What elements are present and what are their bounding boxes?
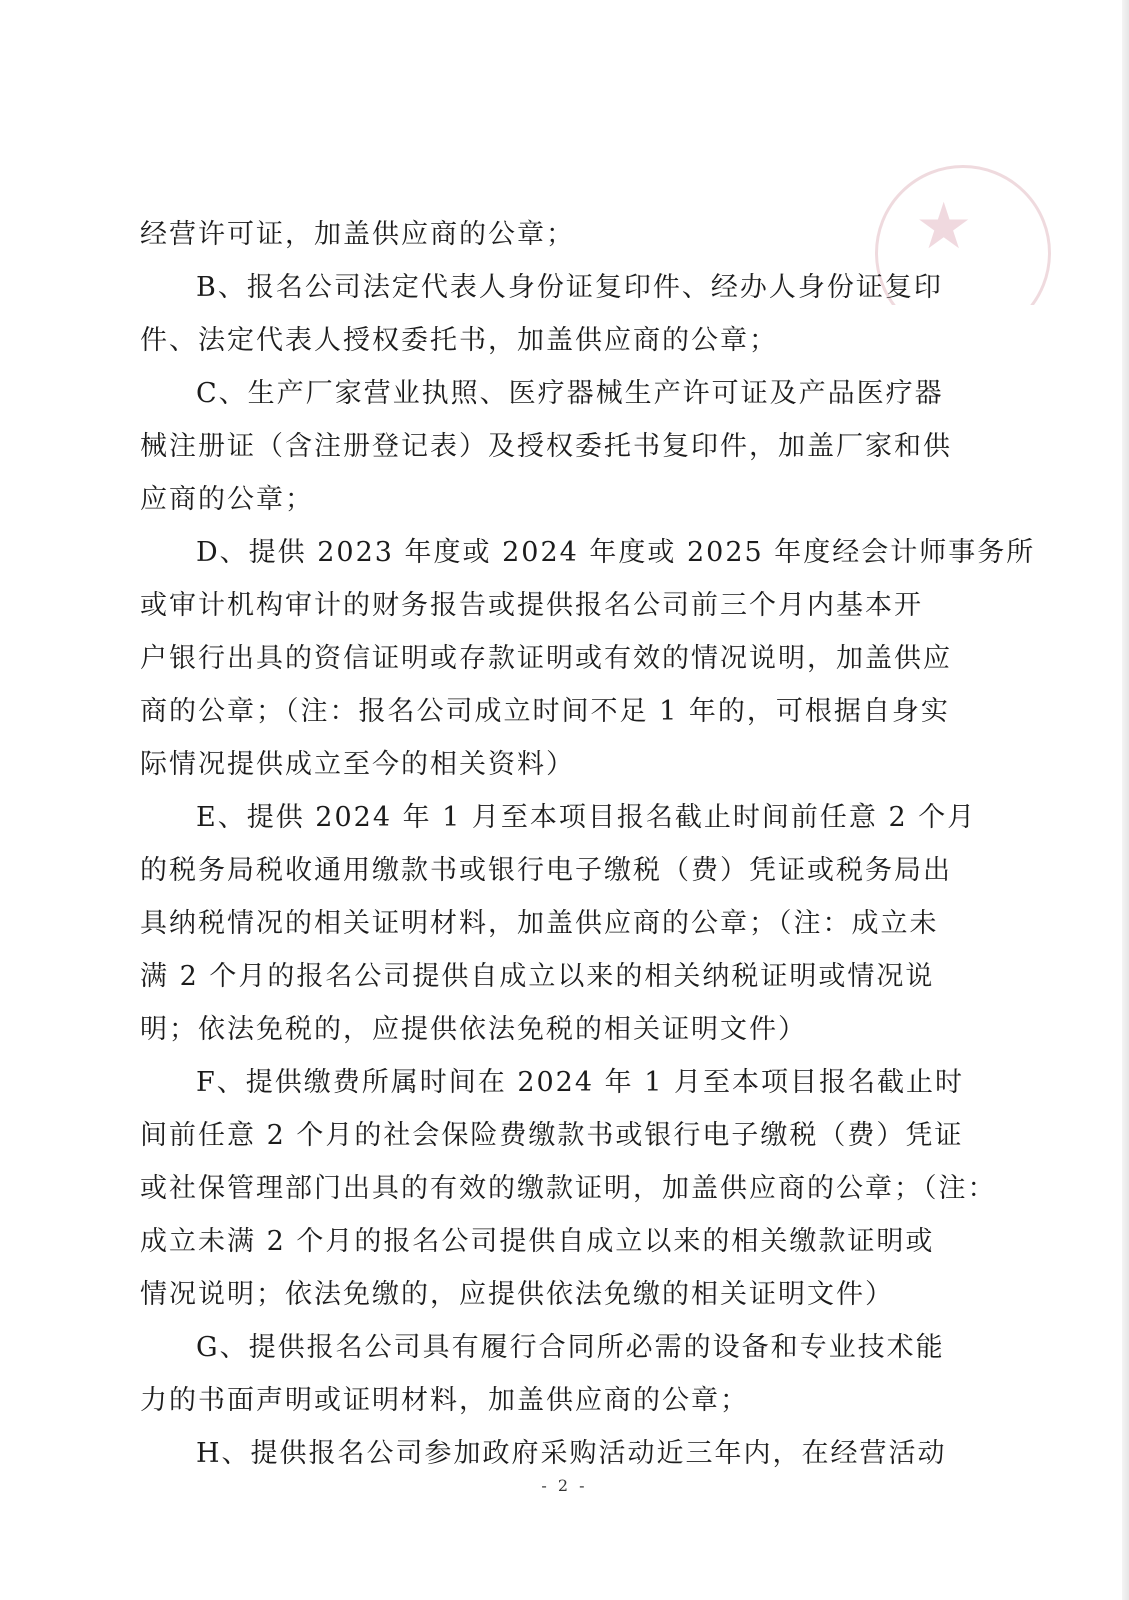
scan-edge xyxy=(1122,0,1129,1600)
text-line-23: 力的书面声明或证明材料，加盖供应商的公章； xyxy=(140,1385,749,1416)
text-line-11: 际情况提供成立至今的相关资料） xyxy=(140,749,575,780)
text-line-19: 或社保管理部门出具的有效的缴款证明，加盖供应商的公章；（注： xyxy=(140,1173,997,1204)
body-text xyxy=(140,208,1036,1480)
text-line-14: 具纳税情况的相关证明材料，加盖供应商的公章；（注：成立未 xyxy=(140,908,939,939)
text-line-7: D、提供 2023 年度或 2024 年度或 2025 年度经会计师事务所 xyxy=(196,537,1036,568)
text-line-12: E、提供 2024 年 1 月至本项目报名截止时间前任意 2 个月 xyxy=(196,802,977,833)
text-line-10: 商的公章；（注：报名公司成立时间不足 1 年的，可根据自身实 xyxy=(140,696,950,727)
text-line-13: 的税务局税收通用缴款书或银行电子缴税（费）凭证或税务局出 xyxy=(140,855,952,886)
text-line-22: G、提供报名公司具有履行合同所必需的设备和专业技术能 xyxy=(196,1332,945,1363)
text-line-16: 明；依法免税的，应提供依法免税的相关证明文件） xyxy=(140,1014,807,1045)
text-line-24: H、提供报名公司参加政府采购活动近三年内，在经营活动 xyxy=(196,1438,947,1469)
text-line-1: 经营许可证，加盖供应商的公章； xyxy=(140,219,575,250)
star-icon: ★ xyxy=(915,190,973,264)
text-line-3: 件、法定代表人授权委托书，加盖供应商的公章； xyxy=(140,325,778,356)
text-line-20: 成立未满 2 个月的报名公司提供自成立以来的相关缴款证明或 xyxy=(140,1226,935,1257)
text-line-17: F、提供缴费所属时间在 2024 年 1 月至本项目报名截止时 xyxy=(196,1067,964,1098)
text-line-4: C、生产厂家营业执照、医疗器械生产许可证及产品医疗器 xyxy=(196,378,944,409)
page-number: - 2 - xyxy=(541,1476,588,1495)
text-line-18: 间前任意 2 个月的社会保险费缴款书或银行电子缴税（费）凭证 xyxy=(140,1120,964,1151)
text-line-21: 情况说明；依法免缴的，应提供依法免缴的相关证明文件） xyxy=(140,1279,894,1310)
text-line-8: 或审计机构审计的财务报告或提供报名公司前三个月内基本开 xyxy=(140,590,923,621)
text-line-2: B、报名公司法定代表人身份证复印件、经办人身份证复印 xyxy=(196,272,943,303)
text-line-9: 户银行出具的资信证明或存款证明或有效的情况说明，加盖供应 xyxy=(140,643,952,674)
text-line-6: 应商的公章； xyxy=(140,484,314,515)
text-line-5: 械注册证（含注册登记表）及授权委托书复印件，加盖厂家和供 xyxy=(140,431,952,462)
text-line-15: 满 2 个月的报名公司提供自成立以来的相关纳税证明或情况说 xyxy=(140,961,935,992)
